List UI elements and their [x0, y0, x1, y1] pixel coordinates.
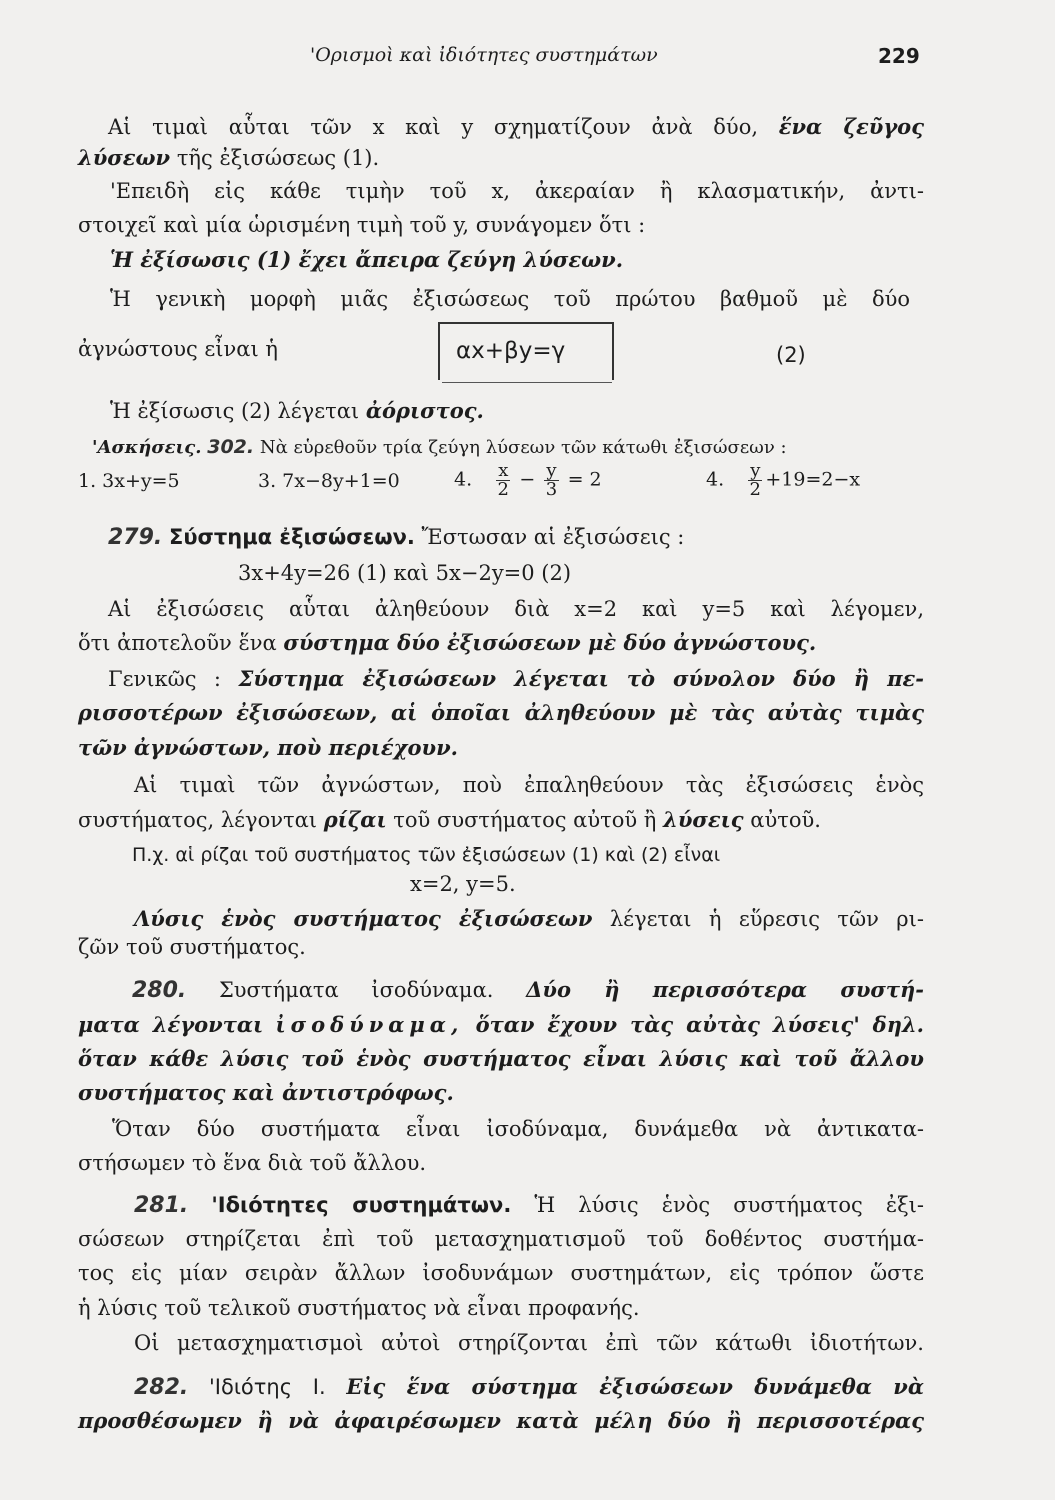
boxed-equation: [438, 322, 614, 380]
exercise-3: 3. 7x−8y+1=0: [258, 470, 400, 492]
text-line: τος εἰς μίαν σειρὰν ἄλλων ἰσοδυνάμων συστημάτων, εἰς τρόπον ὥστε: [78, 1261, 924, 1285]
text-line: προσθέσωμεν ἢ νὰ ἀφαιρέσωμεν κατὰ μέλη δύο ἢ περισσοτέρας: [78, 1408, 924, 1433]
equation-number: (2): [776, 343, 806, 367]
exercise-4b: 4. $\frac{y}{2}$ +19=2−x: [706, 460, 861, 500]
text-line: Ἡ ἐξίσωσις (1) ἔχει ἄπειρα ζεύγη λύσεων.: [110, 247, 624, 272]
text-line: Ὅταν δύο συστήματα εἶναι ἰσοδύναμα, δυνάμεθα νὰ ἀντικατα-: [112, 1117, 924, 1141]
equation-underline: [442, 382, 612, 383]
text-line: Ἡ ἐξίσωσις (2) λέγεται ἀόριστος.: [110, 398, 484, 423]
text-line: Π.χ. αἱ ρίζαι τοῦ συστήματος τῶν ἐξισώσεων (1) καὶ (2) εἶναι: [132, 844, 721, 866]
text-line: συστήματος καὶ ἀντιστρόφως.: [78, 1080, 454, 1105]
text-line: συστήματος, λέγονται ρίζαι τοῦ συστήματος αὐτοῦ ἢ λύσεις αὐτοῦ.: [78, 807, 821, 832]
text-line: στήσωμεν τὸ ἕνα διὰ τοῦ ἄλλου.: [78, 1151, 427, 1175]
text-line: 'Επειδὴ εἰς κάθε τιμὴν τοῦ x, ἀκεραίαν ἢ κλασματικήν, ἀντι-: [110, 179, 924, 203]
system-equations: 3x+4y=26 (1) καὶ 5x−2y=0 (2): [238, 561, 572, 585]
section-281-heading: 281. 'Ιδιότητες συστημάτων. Ἡ λύσις ἑνὸς συστήματος ἐξι-: [134, 1193, 924, 1218]
section-280-heading: 280. Συστήματα ἰσοδύναμα. Δύο ἢ περισσότερα συστή-: [132, 977, 924, 1003]
section-282-heading: 282. 'Ιδιότης I. Εἰς ἕνα σύστημα ἐξισώσεων δυνάμεθα νὰ: [134, 1374, 924, 1400]
equation-general-form: αx+βy=γ: [456, 338, 566, 364]
text-line: τῶν ἀγνώστων, ποὺ περιέχουν.: [78, 735, 458, 760]
text-line: Αἱ ἐξισώσεις αὗται ἀληθεύουν διὰ x=2 καὶ y=5 καὶ λέγομεν,: [108, 597, 924, 621]
text-line: Λύσις ἑνὸς συστήματος ἐξισώσεων λέγεται ἡ εὕρεσις τῶν ρι-: [134, 906, 924, 931]
text-line: Γενικῶς : Σύστημα ἐξισώσεων λέγεται τὸ σύνολον δύο ἢ πε-: [108, 666, 924, 691]
text-line: Οἱ μετασχηματισμοὶ αὐτοὶ στηρίζονται ἐπὶ τῶν κάτωθι ἰδιοτήτων.: [134, 1331, 924, 1355]
exercise-4a: 4. $\frac{x}{2}$ − $\frac{y}{3}$ = 2: [454, 460, 602, 500]
text-line: ὅταν κάθε λύσις τοῦ ἑνὸς συστήματος εἶναι λύσις καὶ τοῦ ἄλλου: [78, 1046, 924, 1071]
exercises-line: 'Ασκήσεις. 302. Νὰ εὑρεθοῦν τρία ζεύγη λύσεων τῶν κάτωθι ἐξισώσεων :: [92, 436, 787, 458]
text-line: Αἱ τιμαὶ αὗται τῶν x καὶ y σχηματίζουν ἀνὰ δύο, ἕνα ζεῦγος: [108, 114, 924, 139]
text-line: ρισσοτέρων ἐξισώσεων, αἱ ὁποῖαι ἀληθεύουν μὲ τὰς αὐτὰς τιμὰς: [78, 700, 924, 725]
text-line: ἀγνώστους εἶναι ἡ: [78, 337, 278, 361]
text-line: ζῶν τοῦ συστήματος.: [78, 935, 306, 959]
text-line: στοιχεῖ καὶ μία ὡρισμένη τιμὴ τοῦ y, συνάγομεν ὅτι :: [78, 213, 646, 237]
text-line: Ἡ γενικὴ μορφὴ μιᾶς ἐξισώσεως τοῦ πρώτου βαθμοῦ μὲ δύο: [110, 287, 910, 311]
text-line: λύσεων τῆς ἐξισώσεως (1).: [78, 145, 380, 170]
exercise-1: 1. 3x+y=5: [78, 470, 180, 492]
page-number: 229: [878, 44, 920, 68]
text-line: ματα λέγονται ἰσοδύναμα, ὅταν ἔχουν τὰς αὐτὰς λύσεις' δηλ.: [78, 1012, 924, 1037]
section-279-heading: 279. Σύστημα ἐξισώσεων. Ἔστωσαν αἱ ἐξισώσεις :: [108, 525, 685, 550]
text-line: Αἱ τιμαὶ τῶν ἀγνώστων, ποὺ ἐπαληθεύουν τὰς ἐξισώσεις ἑνὸς: [134, 773, 924, 797]
running-head: 'Ορισμοὶ καὶ ἰδιότητες συστημάτων: [310, 44, 658, 66]
text-line: ἡ λύσις τοῦ τελικοῦ συστήματος νὰ εἶναι προφανής.: [78, 1296, 640, 1320]
text-line: x=2, y=5.: [410, 872, 516, 896]
text-line: ὅτι ἀποτελοῦν ἕνα σύστημα δύο ἐξισώσεων μὲ δύο ἀγνώστους.: [78, 630, 817, 655]
text-line: σώσεων στηρίζεται ἐπὶ τοῦ μετασχηματισμοῦ τοῦ δοθέντος συστήμα-: [78, 1227, 924, 1251]
